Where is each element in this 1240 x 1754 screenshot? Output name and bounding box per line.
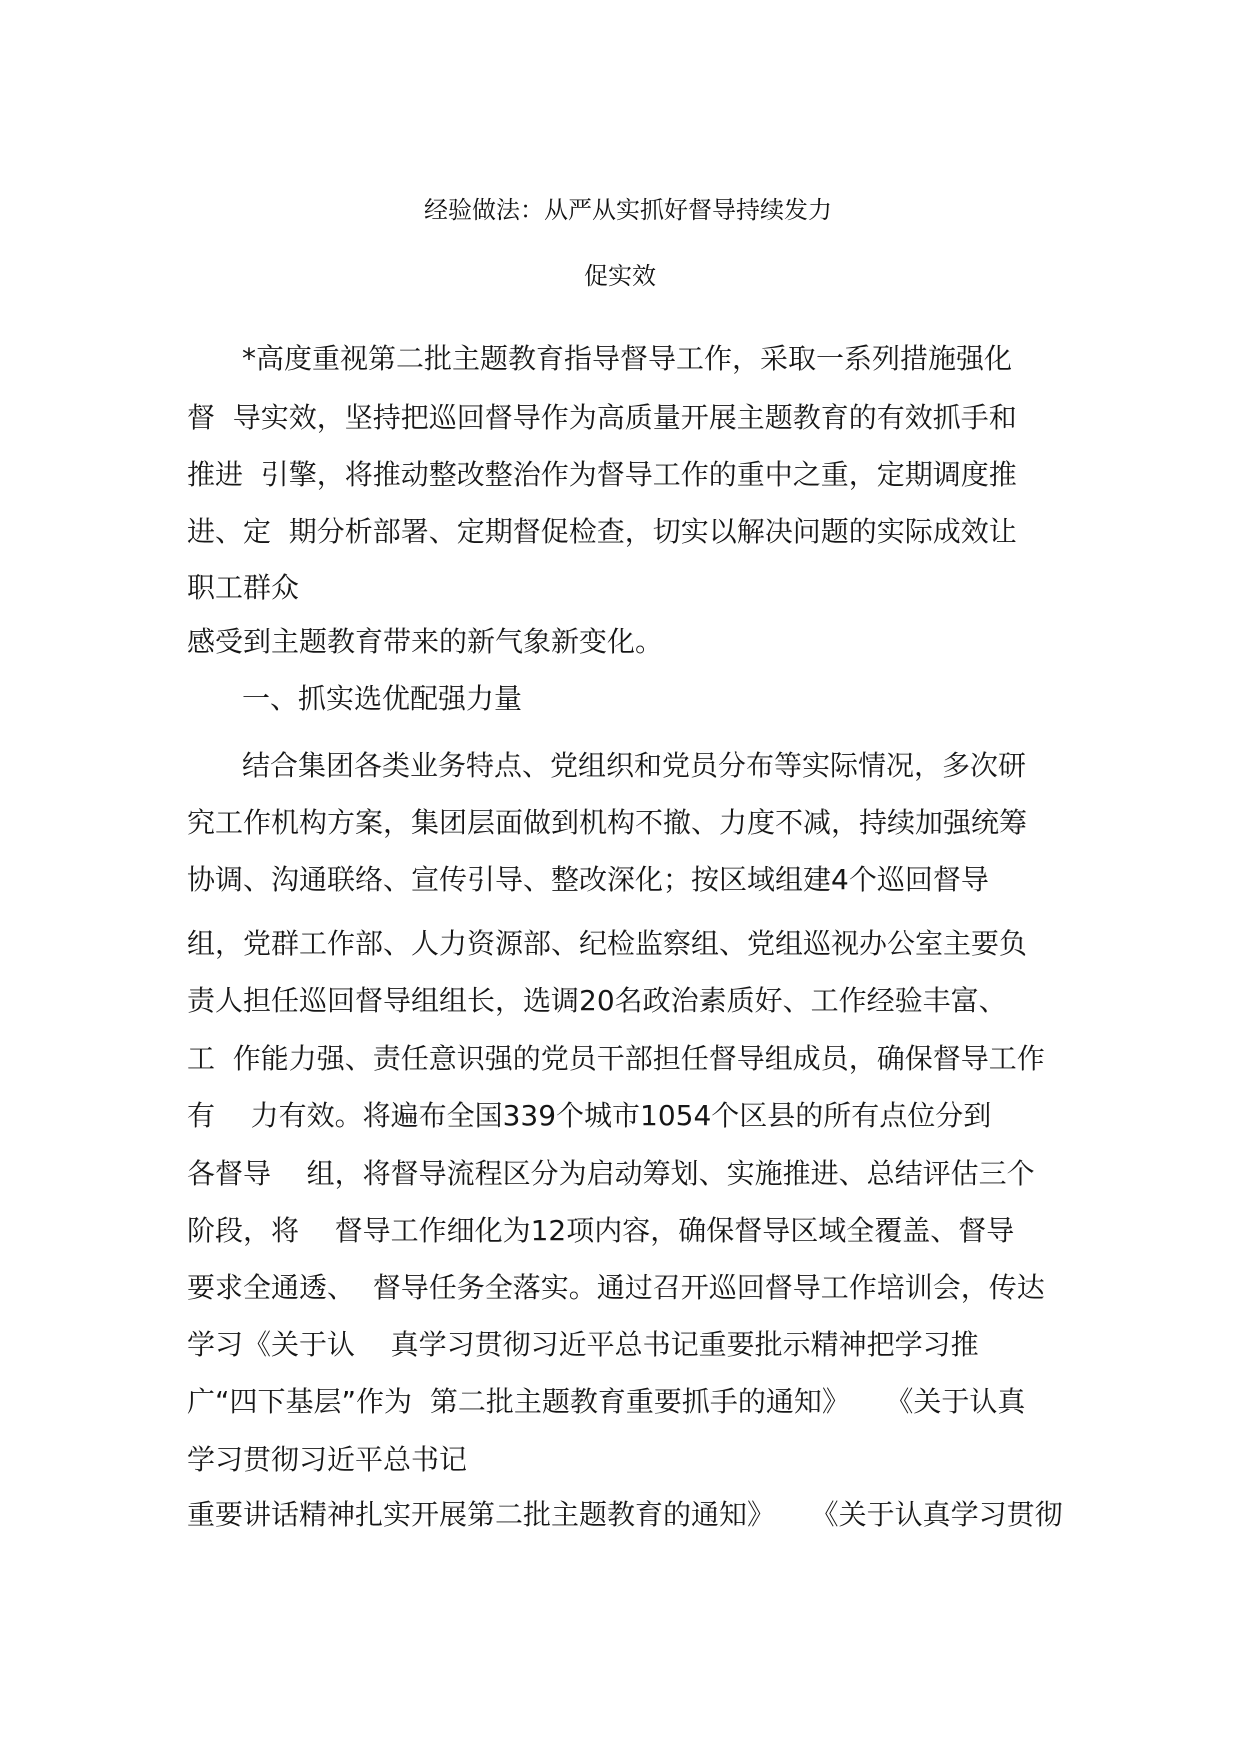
paragraph-line: 阶段，将 督导工作细化为12项内容，确保督导区域全覆盖、督导 [187, 1214, 1015, 1247]
paragraph-line: 要求全通透、 督导任务全落实。通过召开巡回督导工作培训会，传达 [187, 1271, 1045, 1304]
paragraph-line: 进、定 期分析部署、定期督促检查，切实以解决问题的实际成效让 [187, 515, 1017, 548]
document-title-line-2: 促实效 [584, 262, 656, 290]
paragraph-line: 推进 引擎，将推动整改整治作为督导工作的重中之重，定期调度推 [187, 458, 1017, 491]
paragraph-line: 究工作机构方案，集团层面做到机构不撤、力度不减，持续加强统筹 [187, 806, 1028, 839]
paragraph-line: 感受到主题教育带来的新气象新变化。 [187, 625, 664, 658]
paragraph-line: *高度重视第二批主题教育指导督导工作，采取一系列措施强化 [242, 342, 1013, 375]
paragraph-line: 广“四下基层”作为 第二批主题教育重要抓手的通知》 《关于认真 [187, 1385, 1026, 1418]
paragraph-line: 职工群众 [187, 571, 300, 604]
paragraph-line: 工 作能力强、责任意识强的党员干部担任督导组成员，确保督导工作 [187, 1042, 1045, 1075]
paragraph-line: 学习《关于认 真学习贯彻习近平总书记重要批示精神把学习推 [187, 1328, 979, 1361]
paragraph-line: 协调、沟通联络、宣传引导、整改深化；按区域组建4个巡回督导 [187, 863, 989, 896]
section-heading: 一、抓实选优配强力量 [242, 682, 523, 715]
paragraph-line: 学习贯彻习近平总书记 [187, 1443, 468, 1476]
paragraph-line: 责人担任巡回督导组组长，选调20名政治素质好、工作经验丰富、 [187, 984, 1007, 1017]
paragraph-line: 组，党群工作部、人力资源部、纪检监察组、党组巡视办公室主要负 [187, 927, 1028, 960]
paragraph-line: 有 力有效。将遍布全国339个城市1054个区县的所有点位分到 [187, 1099, 992, 1132]
paragraph-line: 结合集团各类业务特点、党组织和党员分布等实际情况，多次研 [242, 749, 1027, 782]
paragraph-line: 督 导实效，坚持把巡回督导作为高质量开展主题教育的有效抓手和 [187, 401, 1017, 434]
document-title-line-1: 经验做法：从严从实抓好督导持续发力 [424, 196, 832, 224]
paragraph-line: 各督导 组，将督导流程区分为启动筹划、实施推进、总结评估三个 [187, 1157, 1035, 1190]
paragraph-line: 重要讲话精神扎实开展第二批主题教育的通知》 《关于认真学习贯彻 [187, 1498, 1063, 1531]
